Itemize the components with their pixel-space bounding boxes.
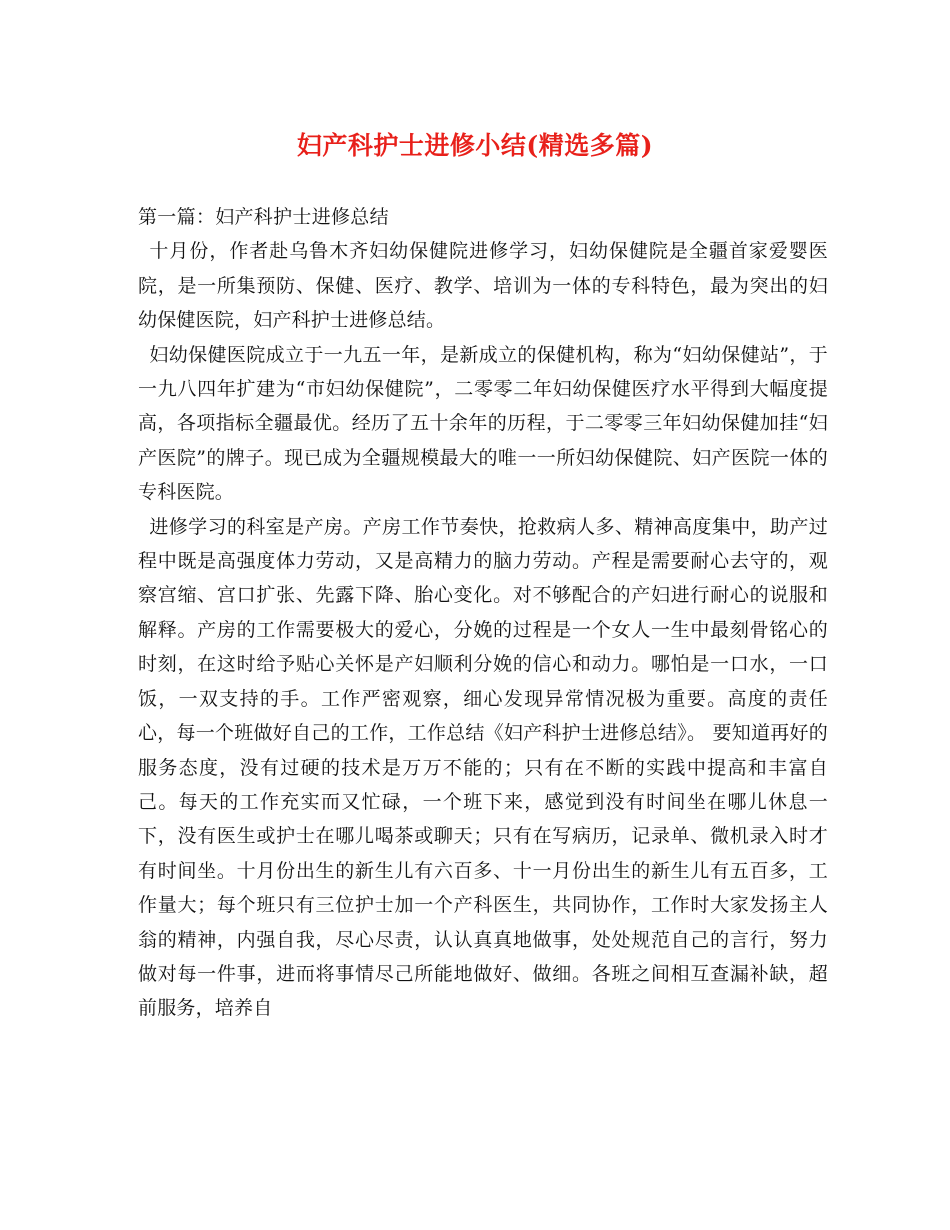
paragraph: 妇幼保健医院成立于一九五一年，是新成立的保健机构，称为“妇幼保健站”，于一九八四年扩建为“市妇幼保健院”，二零零二年妇幼保健医疗水平得到大幅度提高，各项指标全疆最优。经历了五十余年的历程，于二零零三年妇幼保健加挂“妇产医院”的牌子。现已成为全疆规模最大的唯一一所妇幼保健院、妇产医院一体的专科医院。 bbox=[138, 343, 828, 504]
document-body bbox=[138, 200, 828, 1026]
paragraph: 进修学习的科室是产房。产房工作节奏快，抢救病人多、精神高度集中，助产过程中既是高强度体力劳动，又是高精力的脑力劳动。产程是需要耐心去守的，观察宫缩、宫口扩张、先露下降、胎心变化。对不够配合的产妇进行耐心的说服和解释。产房的工作需要极大的爱心，分娩的过程是一个女人一生中最刻骨铭心的时刻，在这时给予贴心关怀是产妇顺利分娩的信心和动力。哪怕是一口水，一口饭，一双支持的手。工作严密观察，细心发现异常情况极为重要。高度的责任心，每一个班做好自己的工作，工作总结《妇产科护士进修总结》。 要知道再好的服务态度，没有过硬的技术是万万不能的；只有在不断的实践中提高和丰富自己。每天的工作充实而又忙碌，一个班下来，感觉到没有时间坐在哪儿休息一下，没有医生或护士在哪儿喝茶或聊天；只有在写病历，记录单、微机录入时才有时间坐。十月份出生的新生儿有六百多、十一月份出生的新生儿有五百多，工作量大；每个班只有三位护士加一个产科医生，共同协作，工作时大家发扬主人翁的精神，内强自我，尽心尽责，认认真真地做事，处处规范自己的言行，努力做对每一件事，进而将事情尽己所能地做好、做细。各班之间相互查漏补缺，超前服务，培养自 bbox=[138, 515, 828, 1020]
document-title: 妇产科护士进修小结(精选多篇) bbox=[296, 131, 654, 160]
paragraph: 十月份，作者赴乌鲁木齐妇幼保健院进修学习，妇幼保健院是全疆首家爱婴医院，是一所集预防、保健、医疗、教学、培训为一体的专科特色，最为突出的妇幼保健医院，妇产科护士进修总结。 bbox=[138, 240, 828, 332]
section-heading: 第一篇：妇产科护士进修总结 bbox=[138, 206, 389, 228]
